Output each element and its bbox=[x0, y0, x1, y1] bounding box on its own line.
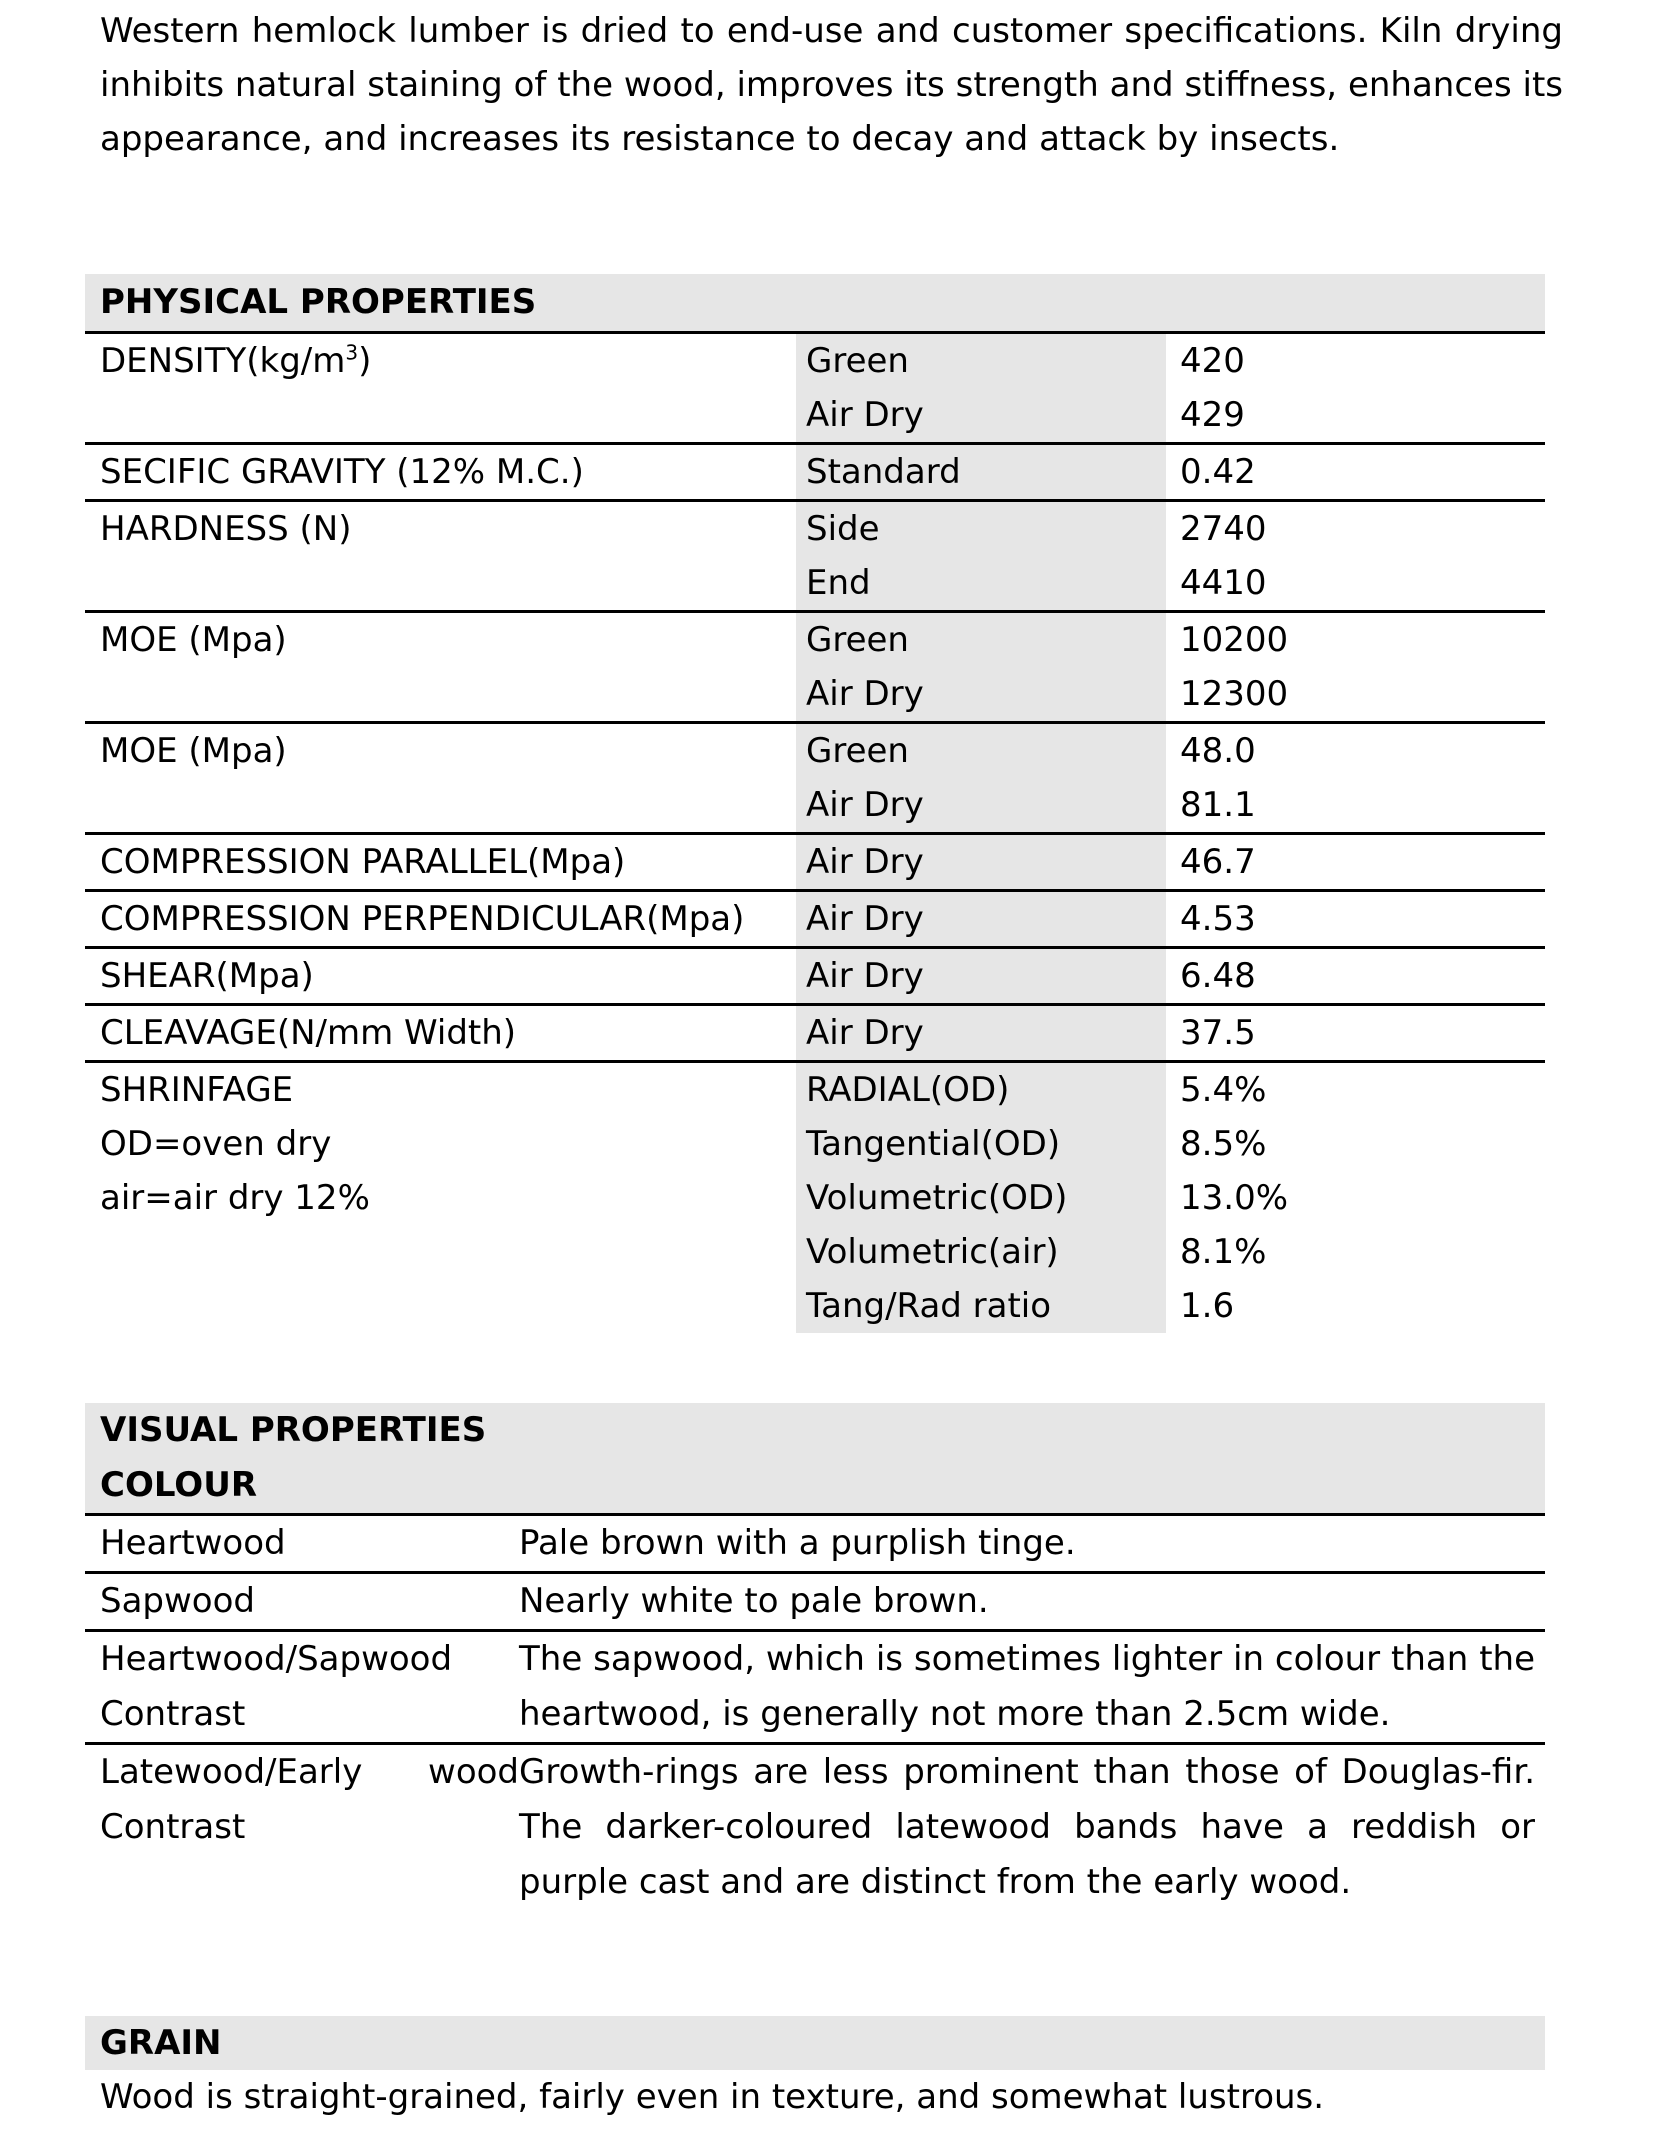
visual-property-description: Growth-rings are less prominent than those of Douglas-fir. The darker-coloured latewood bands have a reddish or purple cast and are distinct from the early wood. bbox=[519, 1752, 1535, 1902]
visual-property-name: Heartwood bbox=[100, 1523, 286, 1563]
property-value: 5.4% 8.5% 13.0% 8.1% 1.6 bbox=[1180, 1070, 1289, 1326]
property-row-compression-parallel bbox=[85, 835, 1545, 892]
property-row-hardness bbox=[85, 502, 1545, 613]
property-name: HARDNESS (N) bbox=[100, 509, 352, 549]
property-name: CLEAVAGE(N/mm Width) bbox=[100, 1013, 517, 1053]
property-row-cleavage bbox=[85, 1006, 1545, 1063]
physical-properties-header: PHYSICAL PROPERTIES bbox=[85, 274, 1545, 334]
property-value: 37.5 bbox=[1180, 1013, 1256, 1053]
property-row-density bbox=[85, 334, 1545, 445]
property-name: SECIFIC GRAVITY (12% M.C.) bbox=[100, 452, 584, 492]
property-value: 6.48 bbox=[1180, 956, 1256, 996]
grain-header: GRAIN bbox=[85, 2016, 1545, 2070]
visual-row-sapwood bbox=[85, 1574, 1545, 1632]
visual-properties-table bbox=[85, 1403, 1545, 1910]
superscript: 3 bbox=[345, 340, 359, 365]
grain-description: Wood is straight-grained, fairly even in texture, and somewhat lustrous. bbox=[100, 2077, 1325, 2117]
property-name: SHEAR(Mpa) bbox=[100, 956, 314, 996]
property-name: MOE (Mpa) bbox=[100, 731, 287, 771]
property-name: SHRINFAGE OD=oven dry air=air dry 12% bbox=[100, 1070, 370, 1218]
visual-property-name: Heartwood/Sapwood Contrast bbox=[100, 1639, 453, 1734]
property-value: 4.53 bbox=[1180, 899, 1256, 939]
property-condition: Air Dry bbox=[796, 835, 1166, 889]
property-condition: Side End bbox=[796, 502, 1166, 610]
visual-property-description: Nearly white to pale brown. bbox=[519, 1581, 989, 1621]
visual-properties-title: VISUAL PROPERTIES bbox=[100, 1410, 487, 1450]
property-row-moe-2 bbox=[85, 724, 1545, 835]
property-row-shear bbox=[85, 949, 1545, 1006]
visual-property-description: Pale brown with a purplish tinge. bbox=[519, 1523, 1076, 1563]
property-condition: Air Dry bbox=[796, 1006, 1166, 1060]
grain-section bbox=[85, 2016, 1545, 2124]
property-name: MOE (Mpa) bbox=[100, 620, 287, 660]
physical-properties-table bbox=[85, 274, 1545, 1333]
property-row-shrinkage bbox=[85, 1063, 1545, 1333]
visual-row-heartwood-sapwood-contrast bbox=[85, 1632, 1545, 1745]
property-row-specific-gravity bbox=[85, 445, 1545, 502]
visual-row-heartwood bbox=[85, 1516, 1545, 1574]
colour-subheader: COLOUR bbox=[100, 1465, 258, 1505]
property-value: 46.7 bbox=[1180, 842, 1256, 882]
property-value: 10200 12300 bbox=[1180, 620, 1289, 714]
visual-property-description: The sapwood, which is sometimes lighter in colour than the heartwood, is generally not more than 2.5cm wide. bbox=[519, 1639, 1535, 1734]
property-name: $DENSITY(kg/m^3)$ bbox=[100, 340, 372, 381]
property-value: 2740 4410 bbox=[1180, 509, 1267, 603]
property-condition: RADIAL(OD) Tangential(OD) Volumetric(OD) Volumetric(air) Tang/Rad ratio bbox=[796, 1063, 1166, 1333]
property-value: 48.0 81.1 bbox=[1180, 731, 1256, 825]
property-row-moe bbox=[85, 613, 1545, 724]
visual-property-name: Latewood/Early wood Contrast bbox=[100, 1752, 519, 1847]
property-value: 0.42 bbox=[1180, 452, 1256, 492]
visual-properties-header bbox=[85, 1403, 1545, 1516]
property-row-compression-perpendicular bbox=[85, 892, 1545, 949]
visual-property-name: Sapwood bbox=[100, 1581, 255, 1621]
property-condition: Green Air Dry bbox=[796, 613, 1166, 721]
property-condition: Air Dry bbox=[796, 892, 1166, 946]
property-value: 420 429 bbox=[1180, 341, 1245, 435]
property-condition: Green Air Dry bbox=[796, 334, 1166, 442]
intro-paragraph: Western hemlock lumber is dried to end-use and customer specifications. Kiln drying inhibits natural staining of the wood, improves its strength and stiffness, enhances its appearance, and increases its resistance to decay and attack by insects. bbox=[100, 11, 1563, 159]
property-name: COMPRESSION PARALLEL(Mpa) bbox=[100, 842, 626, 882]
property-condition: Standard bbox=[796, 445, 1166, 499]
visual-row-latewood-earlywood-contrast bbox=[85, 1745, 1545, 1910]
property-condition: Green Air Dry bbox=[796, 724, 1166, 832]
property-condition: Air Dry bbox=[796, 949, 1166, 1003]
property-name: COMPRESSION PERPENDICULAR(Mpa) bbox=[100, 899, 745, 939]
